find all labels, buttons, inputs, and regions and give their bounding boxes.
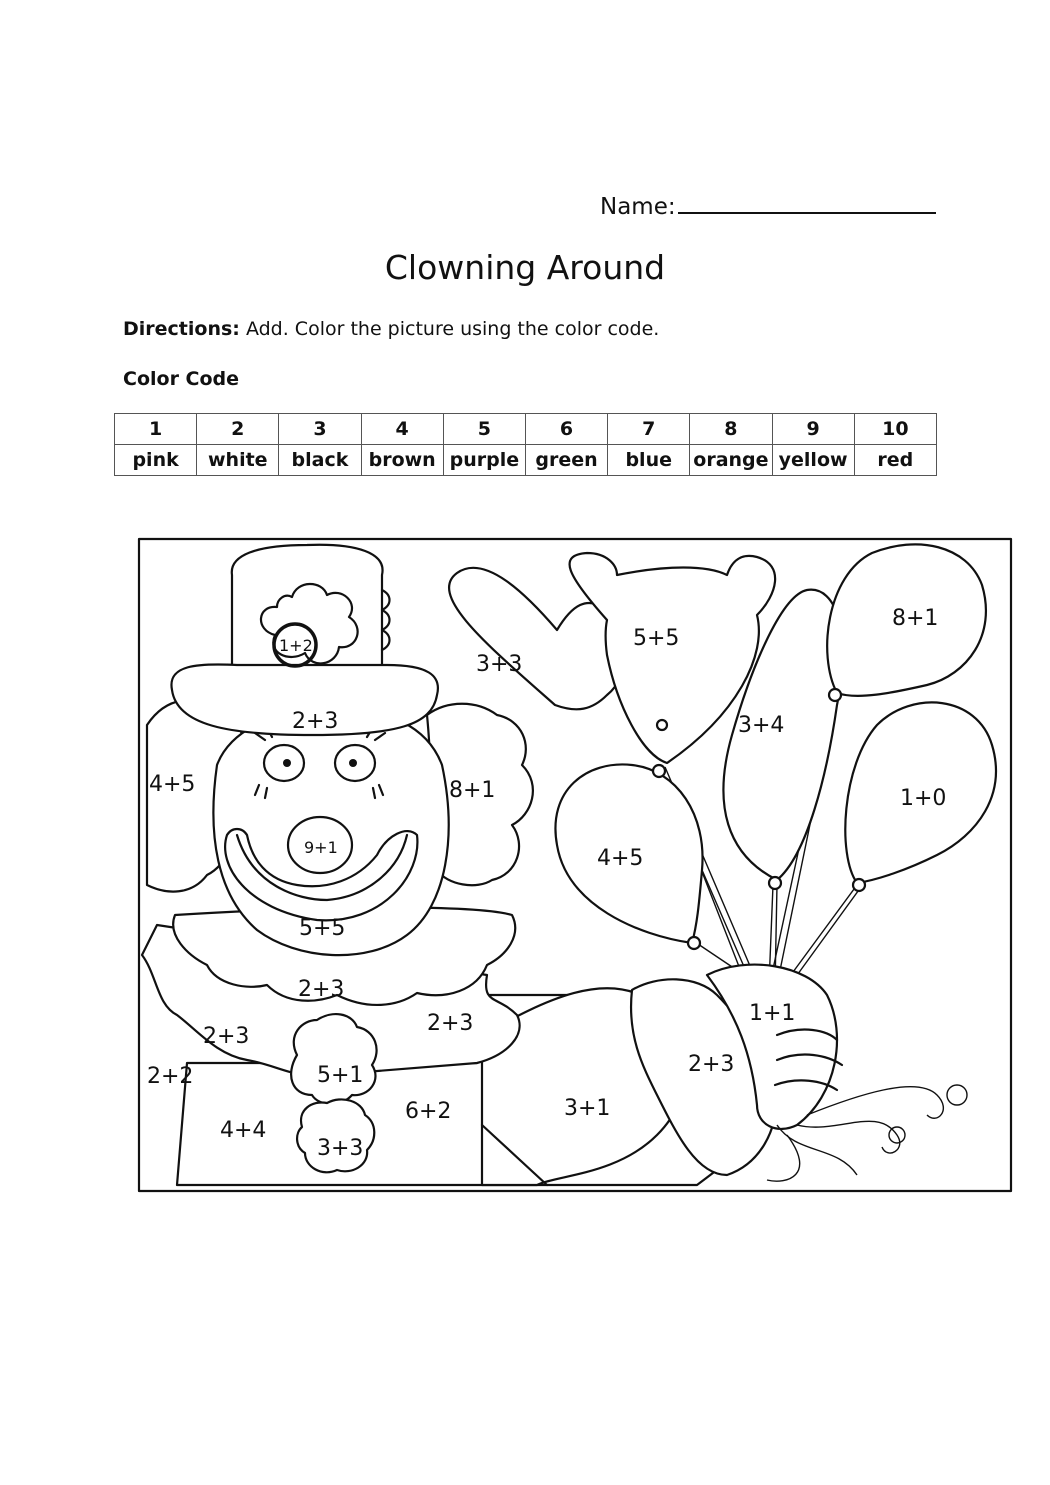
code-number: 9 [772, 414, 854, 445]
clown-coloring-picture [137, 535, 1013, 1195]
color-code-colors-row [115, 445, 937, 476]
name-label: Name: [600, 194, 676, 220]
problem-button-bottom: 3+3 [317, 1136, 364, 1161]
problem-collar-left: 2+3 [203, 1024, 250, 1049]
directions [123, 318, 659, 340]
problem-hat: 2+3 [292, 709, 339, 734]
name-field[interactable] [600, 190, 936, 220]
code-number: 7 [608, 414, 690, 445]
problem-mouth: 5+5 [299, 916, 346, 941]
problem-balloon-middle: 4+5 [597, 846, 644, 871]
code-number: 4 [361, 414, 443, 445]
problem-suit-right: 6+2 [405, 1099, 452, 1124]
problem-suit-left: 4+4 [220, 1118, 267, 1143]
problem-balloon-bunny: 3+3 [476, 652, 523, 677]
code-color: yellow [772, 445, 854, 476]
problem-balloon-long: 3+4 [738, 713, 785, 738]
color-code-numbers-row [115, 414, 937, 445]
code-number: 2 [197, 414, 279, 445]
code-number: 1 [115, 414, 197, 445]
name-underline[interactable] [678, 190, 936, 214]
code-number: 8 [690, 414, 772, 445]
code-number: 10 [854, 414, 936, 445]
code-color: brown [361, 445, 443, 476]
code-color: blue [608, 445, 690, 476]
problem-suit-arm: 3+1 [564, 1096, 611, 1121]
code-color: green [525, 445, 607, 476]
clown-line-art [137, 535, 1013, 1195]
code-number: 6 [525, 414, 607, 445]
code-color: purple [443, 445, 525, 476]
problem-balloon-top-right: 8+1 [892, 606, 939, 631]
color-code-label: Color Code [123, 368, 240, 390]
problem-glove: 2+3 [688, 1052, 735, 1077]
problem-hand: 1+1 [749, 1001, 796, 1026]
directions-text: Add. Color the picture using the color code. [245, 318, 660, 340]
page-title: Clowning Around [384, 248, 666, 287]
problem-collar-center: 2+3 [298, 977, 345, 1002]
color-code-table [114, 413, 937, 476]
problem-balloon-right: 1+0 [900, 786, 947, 811]
code-color: pink [115, 445, 197, 476]
code-color: red [854, 445, 936, 476]
problem-hair-right: 8+1 [449, 778, 496, 803]
directions-label: Directions: [123, 318, 240, 340]
problem-arm-left: 2+2 [147, 1064, 194, 1089]
problem-nose: 9+1 [304, 838, 338, 857]
problem-balloon-bear: 5+5 [633, 626, 680, 651]
code-color: orange [690, 445, 772, 476]
problem-collar-right: 2+3 [427, 1011, 474, 1036]
code-color: black [279, 445, 361, 476]
problem-button-top: 5+1 [317, 1063, 364, 1088]
code-color: white [197, 445, 279, 476]
code-number: 3 [279, 414, 361, 445]
code-number: 5 [443, 414, 525, 445]
problem-hat-flower-center: 1+2 [279, 636, 313, 655]
problem-hair-left: 4+5 [149, 772, 196, 797]
